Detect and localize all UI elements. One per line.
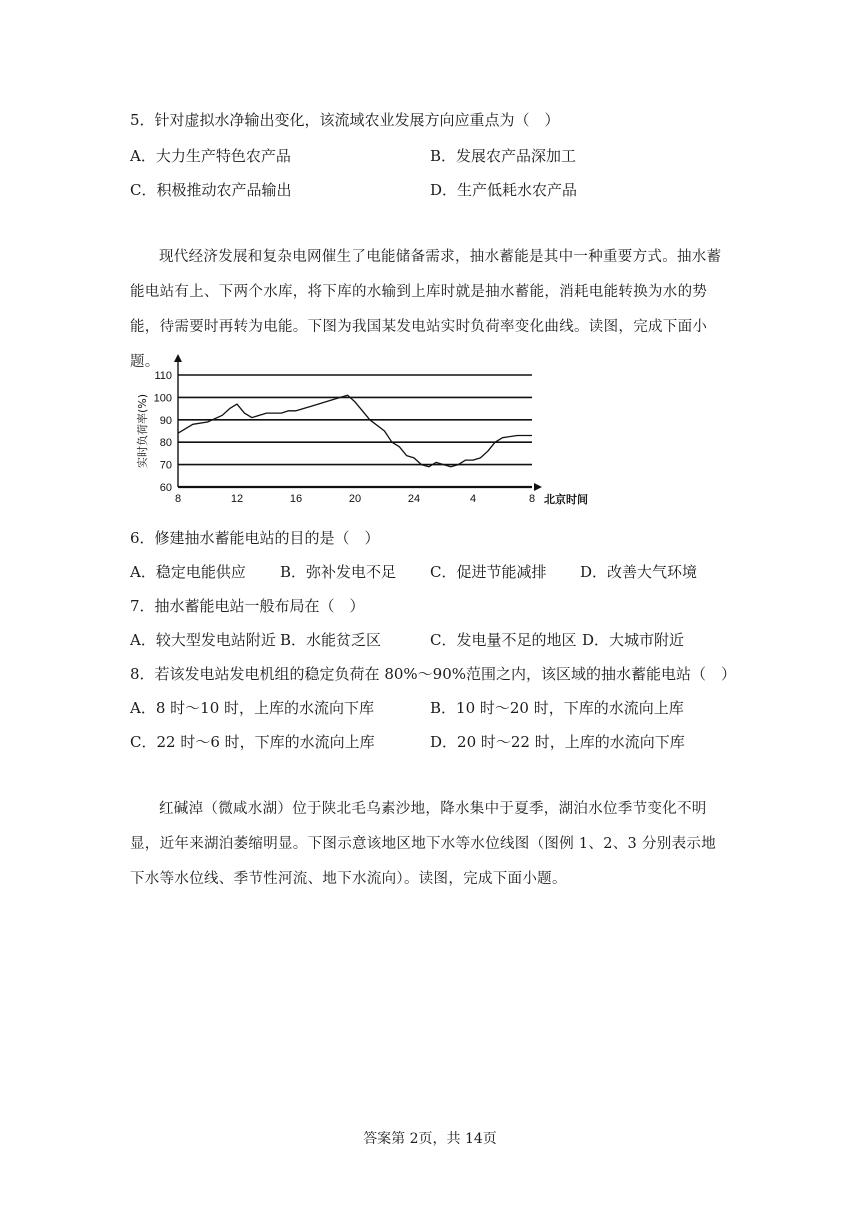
q5-option-d: D．生产低耗水农产品 bbox=[430, 181, 578, 199]
chart-layer bbox=[135, 354, 588, 506]
q7-option-a: A．较大型发电站附近 bbox=[130, 631, 276, 649]
x-tick-label-6: 8 bbox=[528, 493, 536, 505]
y-axis-arrow bbox=[174, 354, 182, 362]
q5-option-b: B．发展农产品深加工 bbox=[430, 147, 577, 165]
passage-pumped-storage-text: 现代经济发展和复杂电网催生了电能储备需求，抽水蓄能是其中一种重要方式。抽水蓄能电站有上、下两个水库，将下库的水输到上库时就是抽水蓄能，消耗电能转换为水的势能，待需要时再转为电能。下图为我国某发电站实时负荷率变化曲线。读图，完成下面小题。 bbox=[130, 249, 722, 370]
q6-stem: 6．修建抽水蓄能电站的目的是（ ） bbox=[130, 529, 380, 547]
q7-option-b: B．水能贫乏区 bbox=[280, 631, 382, 649]
q8-option-a: A．8 时～10 时，上库的水流向下库 bbox=[130, 699, 375, 717]
q6-option-b: B．弥补发电不足 bbox=[280, 563, 397, 581]
x-tick-label-3: 20 bbox=[348, 493, 362, 505]
x-tick-label-0: 8 bbox=[174, 493, 182, 505]
x-tick-label-2: 16 bbox=[289, 493, 303, 505]
passage-hongjiannao bbox=[130, 792, 730, 897]
load-rate-series-line bbox=[178, 395, 532, 467]
y-tick-label-80: 80 bbox=[159, 437, 172, 450]
y-tick-label-90: 90 bbox=[159, 414, 172, 427]
x-tick-label-5: 4 bbox=[469, 493, 477, 505]
x-tick-label-1: 12 bbox=[230, 493, 244, 505]
q6-option-d: D．改善大气环境 bbox=[580, 563, 698, 581]
y-tick-label-70: 70 bbox=[159, 459, 172, 472]
q6-option-a: A．稳定电能供应 bbox=[130, 563, 246, 581]
y-tick-label-60: 60 bbox=[159, 482, 172, 494]
q7-option-c: C．发电量不足的地区 bbox=[430, 631, 577, 649]
x-axis-label: 北京时间 bbox=[544, 493, 588, 506]
x-tick-label-4: 24 bbox=[407, 493, 421, 505]
q6-option-c: C．促进节能减排 bbox=[430, 563, 547, 581]
y-tick-label-110: 110 bbox=[154, 370, 172, 382]
q7-stem: 7．抽水蓄能电站一般布局在（ ） bbox=[130, 597, 365, 615]
q5-option-c: C．积极推动农产品输出 bbox=[130, 181, 292, 199]
q5-option-a: A．大力生产特色农产品 bbox=[130, 147, 291, 165]
x-axis-arrow bbox=[534, 483, 542, 491]
q8-option-c: C．22 时～6 时，下库的水流向上库 bbox=[130, 733, 375, 751]
y-tick-label-100: 100 bbox=[153, 392, 172, 405]
load-rate-chart bbox=[120, 352, 600, 512]
q7-option-d: D．大城市附近 bbox=[582, 631, 685, 649]
page-footer: 答案第 2页，共 14页 bbox=[363, 1131, 497, 1147]
y-axis-label: 实时负荷率(%) bbox=[136, 393, 149, 469]
q5-stem: 5．针对虚拟水净输出变化，该流域农业发展方向应重点为（ ） bbox=[130, 111, 560, 129]
passage-hongjiannao-text: 红碱淖（微咸水湖）位于陕北毛乌素沙地，降水集中于夏季，湖泊水位季节变化不明显，近年来湖泊萎缩明显。下图示意该地区地下水等水位线图（图例 1、2、3 分别表示地下水等水位线、季节性河流、地下水流向）。读图，完成下面小题。 bbox=[130, 801, 716, 887]
q8-stem: 8．若该发电站发电机组的稳定负荷在 80%～90%范围之内，该区域的抽水蓄能电站（ ） bbox=[130, 665, 736, 683]
q8-option-b: B．10 时～20 时，下库的水流向上库 bbox=[430, 699, 684, 717]
q8-option-d: D．20 时～22 时，上库的水流向下库 bbox=[430, 733, 685, 751]
